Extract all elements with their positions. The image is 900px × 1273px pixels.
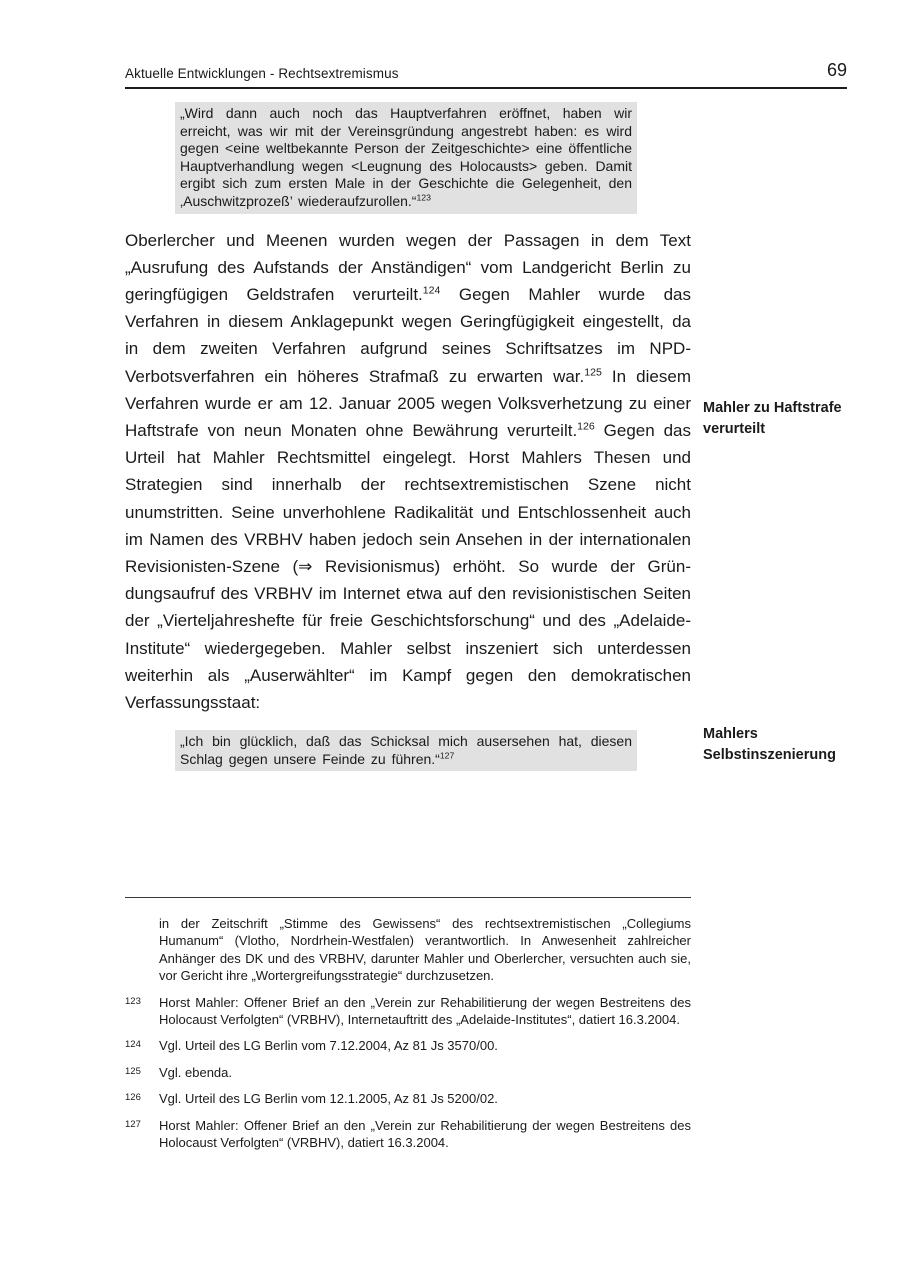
footnote-text: Vgl. Urteil des LG Berlin vom 12.1.2005, Az 81 Js 5200/02. [159, 1091, 498, 1107]
footnote-text: in der Zeitschrift „Stimme des Gewissens“ des rechtsextremistischen „Collegiums Humanum“ (Vlotho, Nordrhein-Westfalen) verantwortlich. In Anwesenheit zahlreicher Anhänger des DK und des VRBHV, darunter Mahler und Oberlercher, versuchten auch sie, vor Gericht ihre „Wortergreifungsstrategie“ durchzusetzen. [159, 916, 691, 984]
body-segment-2: Gegen Mahler wurde das Verfahren in diesem Anklagepunkt wegen Geringfügigkeit eingestellt, da in dem zweiten Verfahren aufgrund seines Schriftsatzes im NPD-Verbotsverfahren ein höheres Strafmaß zu erwarten war. [125, 284, 691, 386]
blockquote-mahler-statement [175, 730, 637, 771]
footnote-127 [125, 1117, 691, 1152]
margin-note-haftstrafe: Mahler zu Haftstrafe verurteilt [703, 400, 842, 437]
footnote-number: 125 [125, 1065, 141, 1077]
body-segment-4: Gegen das Urteil hat Mahler Rechtsmittel eingelegt. Horst Mahlers Thesen und Strategien sind innerhalb der rechtsextremistischen Szene nicht unumstritten. Seine unverhohlene Radikalität und Entschlossenheit auch im Namen des VRBHV haben jedoch sein Ansehen in der internationalen Revisionisten-Szene (⇒ Revisionismus) erhöht. So wurde der Gründungsaufruf des VRBHV im Internet etwa auf den revisionistischen Seiten der „Vierteljahreshefte für freie Geschichtsforschung“ und des „Adelaide-Institute“ wiedergegeben. Mahler selbst inszeniert sich unterdessen weiterhin als „Auserwählter“ im Kampf gegen den demokratischen Verfassungsstaat: [125, 420, 691, 713]
footnote-text: Vgl. ebenda. [159, 1064, 233, 1080]
blockquote-2-text: „Ich bin glücklich, daß das Schicksal mich ausersehen hat, diesen Schlag gegen unsere Feinde zu führen.“ [180, 733, 632, 767]
footnote-ref-126: 126 [577, 420, 595, 433]
footnote-125 [125, 1064, 691, 1081]
footnote-continuation [125, 915, 691, 985]
footnote-ref-125: 125 [584, 365, 602, 378]
footnote-number: 127 [125, 1118, 141, 1130]
main-text-column [125, 102, 691, 771]
body-segment-1: Oberlercher und Meenen wurden wegen der Passagen in dem Text „Ausrufung des Aufstands der Anständigen“ vom Landgericht Berlin zu geringfügigen Geldstrafen verurteilt. [125, 230, 691, 304]
footnote-124 [125, 1037, 691, 1054]
page-header [125, 60, 847, 89]
footnote-number [125, 914, 159, 984]
footnote-number: 123 [125, 995, 141, 1007]
footnote-126 [125, 1090, 691, 1107]
footnotes-section [125, 897, 691, 1160]
footnote-text: Horst Mahler: Offener Brief an den „Verein zur Rehabilitierung der wegen Bestreitens des Holocaust Verfolgten“ (VRBHV), Internetauftritt des „Adelaide-Institutes“, datiert 16.3.2004. [159, 994, 691, 1028]
body-paragraph [125, 227, 691, 717]
footnote-number: 124 [125, 1039, 141, 1051]
page-number: 69 [826, 60, 847, 80]
footnote-ref-123: 123 [416, 192, 431, 203]
footnote-ref-127: 127 [439, 750, 455, 761]
body-segment-3: In diesem Verfahren wurde er am 12. Januar 2005 wegen Volksverhetzung zu einer Haftstrafe von neun Monaten ohne Bewährung verurteilt. [125, 366, 691, 440]
margin-note-selbstinszenierung: Mahlers Selbstinszenierung [703, 726, 836, 763]
footnote-text: Horst Mahler: Offener Brief an den „Verein zur Rehabilitierung der wegen Bestreitens des Holocaust Verfolgten“ (VRBHV), datiert 16.3.2004. [159, 1117, 691, 1151]
blockquote-mahler-letter [175, 102, 637, 214]
footnote-number: 126 [125, 1092, 141, 1104]
footnote-text: Vgl. Urteil des LG Berlin vom 7.12.2004, Az 81 Js 3570/00. [159, 1038, 498, 1054]
footnote-ref-124: 124 [422, 284, 441, 297]
blockquote-1-text: „Wird dann auch noch das Hauptverfahren eröffnet, haben wir erreicht, was wir mit der Vereinsgründung angestrebt haben: es wird gegen <eine weltbekannte Person der Zeitgeschichte> eine öffentliche Hauptverhandlung wegen <Leugnung des Holocausts> geben. Damit ergibt sich zum ersten Male in der Geschichte die Gelegenheit, den ‚Auschwitzprozeß’ wiederaufzurollen.“ [180, 105, 632, 209]
footnote-123 [125, 994, 691, 1029]
running-header: Aktuelle Entwicklungen - Rechtsextremismus [125, 66, 399, 81]
footnote-separator [125, 897, 691, 898]
